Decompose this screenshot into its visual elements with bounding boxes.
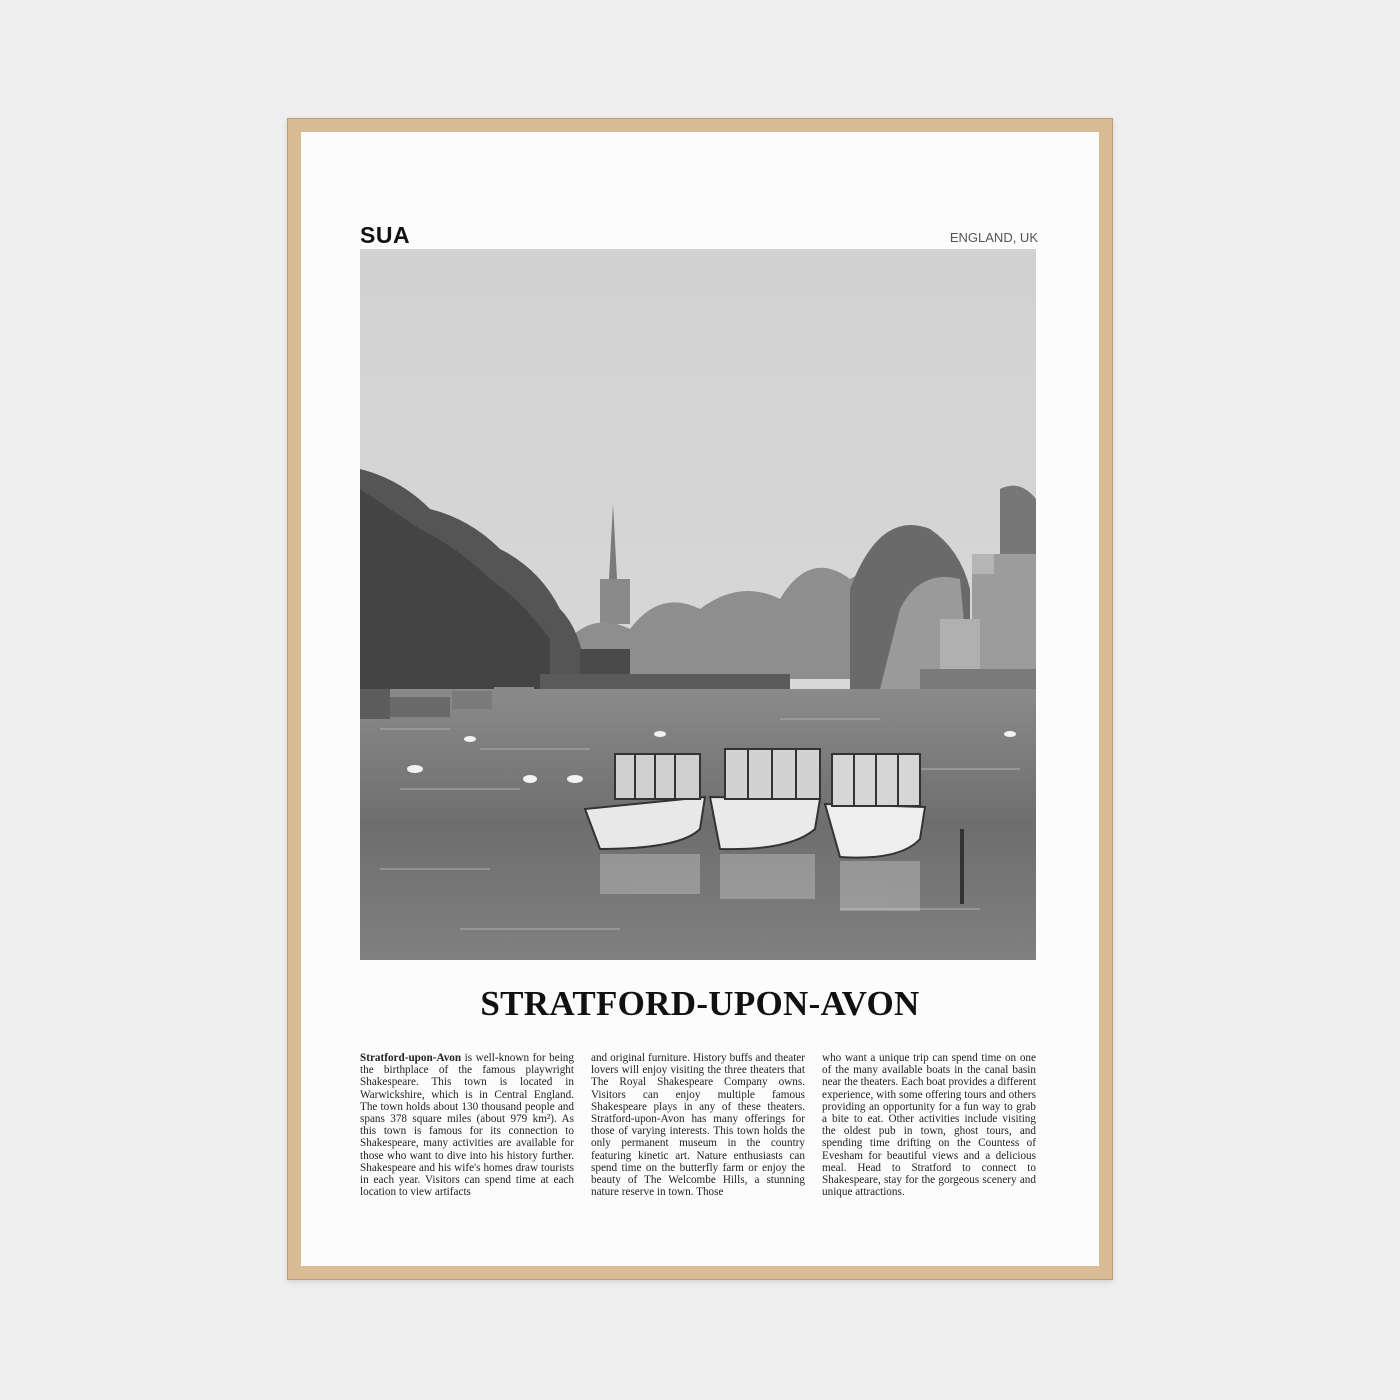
description-column-2: and original furniture. History buffs and theater lovers will enjoy visiting the three theaters that The Royal Shakespeare Company owns. Visitors can enjoy multiple famous Shakespeare plays in any of these theaters. Stratford-upon-Avon has many offerings for those of varying interests. This town holds the only permanent museum in the country featuring kinetic art. Nature enthusiasts can spend time on the butterfly farm or enjoy the beauty of The Welcombe Hills, a stunning nature reserve in town. Those — [591, 1052, 805, 1199]
city-code: SUA — [360, 222, 411, 248]
poster-mat — [301, 132, 1099, 1266]
description-columns — [360, 1052, 1036, 1198]
boat-middle — [710, 749, 820, 849]
column-1-text: is well-known for being the birthplace of the famous playwright Shakespeare. This town is located in Warwickshire, which is in Central England. The town holds about 130 thousand people and spans 378 square miles (about 979 km²). As this town is famous for its connection to Shakespeare, many activities are available for those who want to dive into his history further. Shakespeare and his wife's homes draw tourists in each year. Visitors can spend time at each location to view artifacts — [360, 1052, 574, 1199]
boat-right — [825, 754, 925, 858]
intro-bold: Stratford-upon-Avon — [360, 1052, 462, 1064]
river-photo — [360, 249, 1036, 960]
region-label: ENGLAND, UK — [949, 230, 1038, 245]
river-scene-illustration — [360, 249, 1036, 960]
description-column-1 — [360, 1052, 574, 1198]
poster-title: STRATFORD-UPON-AVON — [480, 984, 920, 1023]
description-column-3: who want a unique trip can spend time on one of the many available boats in the canal basin near the theaters. Each boat provides a different experience, with some offering tours and others providing an opportunity for a fun way to grab a bite to eat. Other activities include visiting the oldest pub in town, ghost tours, and spending time drifting on the Countess of Evesham for beautiful views and a delicious meal. Head to Stratford to connect to Shakespeare, stay for the gorgeous scenery and unique attractions. — [822, 1052, 1036, 1199]
poster-frame — [287, 118, 1113, 1280]
